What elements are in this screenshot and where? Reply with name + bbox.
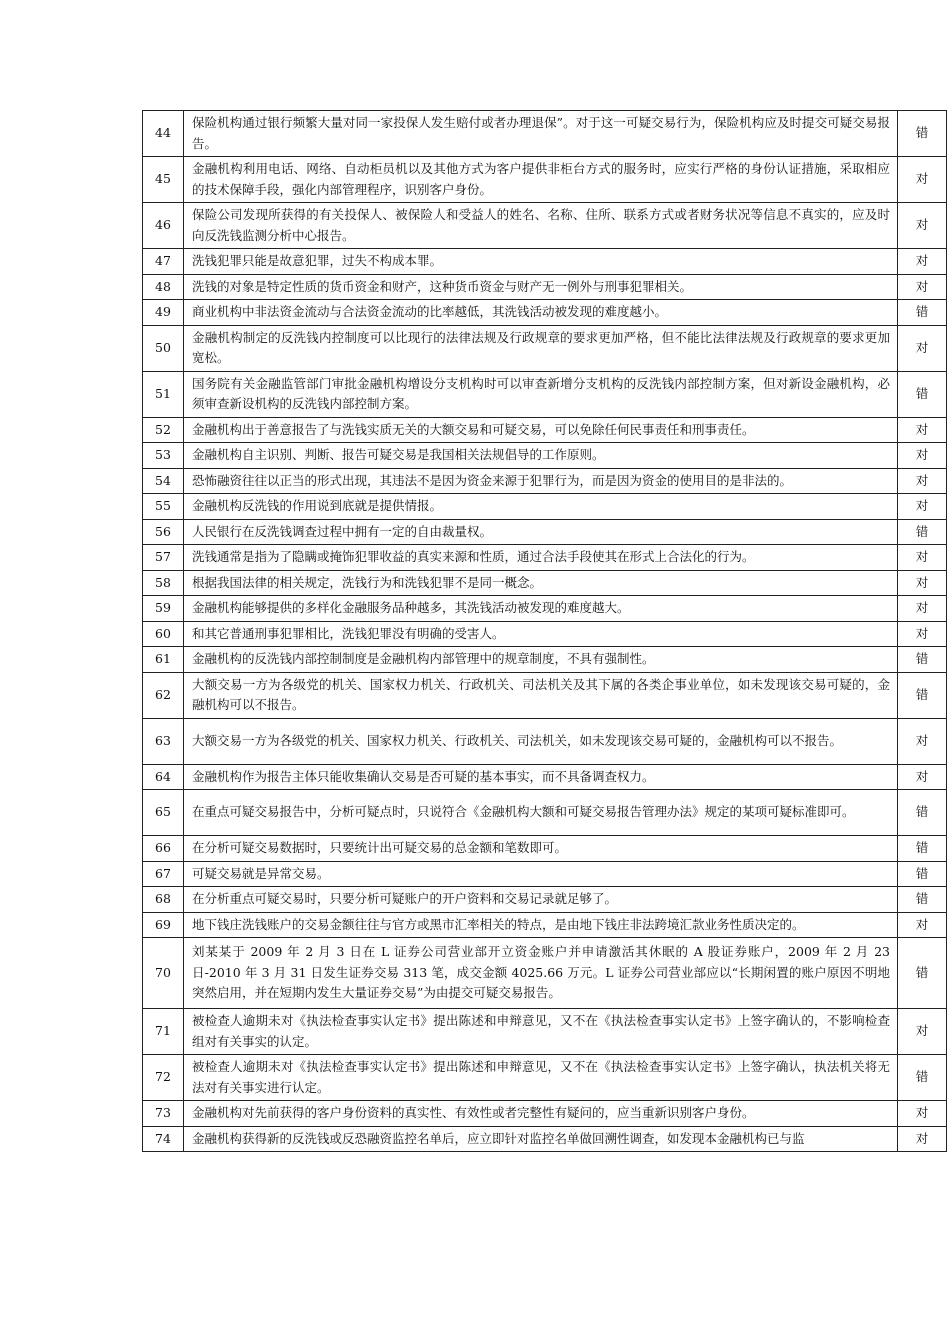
table-row [143, 249, 947, 275]
answer-cell: 对 [898, 249, 947, 275]
table-row [143, 111, 947, 157]
question-number: 52 [143, 417, 184, 443]
answer-cell: 错 [898, 300, 947, 326]
question-number: 62 [143, 672, 184, 718]
table-row [143, 494, 947, 520]
question-text: 大额交易一方为各级党的机关、国家权力机关、行政机关、司法机关，如未发现该交易可疑的，金融机构可以不报告。 [184, 718, 898, 764]
question-number: 57 [143, 545, 184, 571]
question-text: 人民银行在反洗钱调查过程中拥有一定的自由裁量权。 [184, 519, 898, 545]
answer-cell: 对 [898, 443, 947, 469]
answer-cell: 对 [898, 912, 947, 938]
question-number: 49 [143, 300, 184, 326]
question-text: 和其它普通刑事犯罪相比，洗钱犯罪没有明确的受害人。 [184, 621, 898, 647]
table-row [143, 274, 947, 300]
table-row [143, 570, 947, 596]
answer-cell: 对 [898, 570, 947, 596]
table-body [143, 111, 947, 1152]
question-text: 金融机构制定的反洗钱内控制度可以比现行的法律法规及行政规章的要求更加严格，但不能比法律法规及行政规章的要求更加宽松。 [184, 325, 898, 371]
table-row [143, 157, 947, 203]
answer-cell: 对 [898, 274, 947, 300]
question-number: 70 [143, 938, 184, 1009]
question-number: 74 [143, 1126, 184, 1152]
answer-cell: 对 [898, 596, 947, 622]
answer-cell: 错 [898, 519, 947, 545]
answer-cell: 对 [898, 1101, 947, 1127]
question-text: 金融机构出于善意报告了与洗钱实质无关的大额交易和可疑交易，可以免除任何民事责任和刑事责任。 [184, 417, 898, 443]
table-row [143, 672, 947, 718]
answer-cell: 对 [898, 417, 947, 443]
question-number: 60 [143, 621, 184, 647]
question-text: 金融机构自主识别、判断、报告可疑交易是我国相关法规倡导的工作原则。 [184, 443, 898, 469]
question-text: 保险公司发现所获得的有关投保人、被保险人和受益人的姓名、名称、住所、联系方式或者财务状况等信息不真实的，应及时向反洗钱监测分析中心报告。 [184, 203, 898, 249]
answer-cell: 错 [898, 790, 947, 836]
question-number: 48 [143, 274, 184, 300]
question-number: 67 [143, 861, 184, 887]
question-text: 可疑交易就是异常交易。 [184, 861, 898, 887]
question-text: 地下钱庄洗钱账户的交易金额往往与官方或黑市汇率相关的特点，是由地下钱庄非法跨境汇款业务性质决定的。 [184, 912, 898, 938]
question-number: 68 [143, 887, 184, 913]
question-number: 51 [143, 371, 184, 417]
answer-cell: 对 [898, 621, 947, 647]
question-text: 洗钱通常是指为了隐瞒或掩饰犯罪收益的真实来源和性质，通过合法手段使其在形式上合法化的行为。 [184, 545, 898, 571]
answer-cell: 对 [898, 157, 947, 203]
question-number: 69 [143, 912, 184, 938]
table-row [143, 519, 947, 545]
table-row [143, 371, 947, 417]
table-row [143, 861, 947, 887]
answer-cell: 对 [898, 545, 947, 571]
question-number: 50 [143, 325, 184, 371]
table-row [143, 621, 947, 647]
table-row [143, 596, 947, 622]
true-false-table [142, 110, 947, 1152]
table-row [143, 836, 947, 862]
question-number: 61 [143, 647, 184, 673]
question-number: 44 [143, 111, 184, 157]
table-row [143, 764, 947, 790]
table-row [143, 1009, 947, 1055]
question-text: 大额交易一方为各级党的机关、国家权力机关、行政机关、司法机关及其下属的各类企事业单位，如未发现该交易可疑的，金融机构可以不报告。 [184, 672, 898, 718]
question-text: 洗钱犯罪只能是故意犯罪，过失不构成本罪。 [184, 249, 898, 275]
question-text: 保险机构通过银行频繁大量对同一家投保人发生赔付或者办理退保”。对于这一可疑交易行为，保险机构应及时提交可疑交易报告。 [184, 111, 898, 157]
table-row [143, 300, 947, 326]
answer-cell: 错 [898, 861, 947, 887]
table-row [143, 912, 947, 938]
question-number: 64 [143, 764, 184, 790]
question-text: 在分析可疑交易数据时，只要统计出可疑交易的总金额和笔数即可。 [184, 836, 898, 862]
question-text: 刘某某于 2009 年 2 月 3 日在 L 证券公司营业部开立资金账户并申请激活其休眠的 A 股证券账户，2009 年 2 月 23 日-2010 年 3 月 31 日发生证券交易 313 笔，成交金额 4025.66 万元。L 证券公司营业部应以“长期闲置的账户原因不明地突然启用，并在短期内发生大量证券交易”为由提交可疑交易报告。 [184, 938, 898, 1009]
answer-cell: 错 [898, 111, 947, 157]
question-number: 45 [143, 157, 184, 203]
question-number: 55 [143, 494, 184, 520]
question-text: 金融机构利用电话、网络、自动柜员机以及其他方式为客户提供非柜台方式的服务时，应实行严格的身份认证措施，采取相应的技术保障手段，强化内部管理程序，识别客户身份。 [184, 157, 898, 203]
table-row [143, 1101, 947, 1127]
question-number: 46 [143, 203, 184, 249]
table-row [143, 443, 947, 469]
question-text: 被检查人逾期未对《执法检查事实认定书》提出陈述和申辩意见，又不在《执法检查事实认定书》上签字确认的，不影响检查组对有关事实的认定。 [184, 1009, 898, 1055]
question-text: 金融机构作为报告主体只能收集确认交易是否可疑的基本事实，而不具备调查权力。 [184, 764, 898, 790]
question-number: 72 [143, 1055, 184, 1101]
table-row [143, 938, 947, 1009]
answer-cell: 错 [898, 371, 947, 417]
question-text: 商业机构中非法资金流动与合法资金流动的比率越低，其洗钱活动被发现的难度越小。 [184, 300, 898, 326]
table-row [143, 790, 947, 836]
question-number: 58 [143, 570, 184, 596]
question-text: 被检查人逾期未对《执法检查事实认定书》提出陈述和申辩意见，又不在《执法检查事实认定书》上签字确认，执法机关将无法对有关事实进行认定。 [184, 1055, 898, 1101]
answer-cell: 对 [898, 1009, 947, 1055]
table-row [143, 545, 947, 571]
question-text: 在重点可疑交易报告中，分析可疑点时，只说符合《金融机构大额和可疑交易报告管理办法》规定的某项可疑标准即可。 [184, 790, 898, 836]
answer-cell: 对 [898, 718, 947, 764]
answer-cell: 对 [898, 203, 947, 249]
answer-cell: 错 [898, 1055, 947, 1101]
answer-cell: 错 [898, 938, 947, 1009]
question-number: 59 [143, 596, 184, 622]
question-text: 金融机构的反洗钱内部控制制度是金融机构内部管理中的规章制度，不具有强制性。 [184, 647, 898, 673]
question-text: 金融机构反洗钱的作用说到底就是提供情报。 [184, 494, 898, 520]
table-row [143, 203, 947, 249]
question-text: 在分析重点可疑交易时，只要分析可疑账户的开户资料和交易记录就足够了。 [184, 887, 898, 913]
question-number: 63 [143, 718, 184, 764]
answer-cell: 对 [898, 468, 947, 494]
table-row [143, 468, 947, 494]
question-text: 恐怖融资往往以正当的形式出现，其违法不是因为资金来源于犯罪行为，而是因为资金的使用目的是非法的。 [184, 468, 898, 494]
table-row [143, 647, 947, 673]
answer-cell: 错 [898, 647, 947, 673]
table-row [143, 1055, 947, 1101]
table-row [143, 718, 947, 764]
question-text: 国务院有关金融监管部门审批金融机构增设分支机构时可以审查新增分支机构的反洗钱内部控制方案，但对新设金融机构，必须审查新设机构的反洗钱内部控制方案。 [184, 371, 898, 417]
question-text: 洗钱的对象是特定性质的货币资金和财产，这种货币资金与财产无一例外与刑事犯罪相关。 [184, 274, 898, 300]
question-text: 金融机构获得新的反洗钱或反恐融资监控名单后，应立即针对监控名单做回溯性调查，如发现本金融机构已与监 [184, 1126, 898, 1152]
answer-cell: 对 [898, 764, 947, 790]
answer-cell: 对 [898, 1126, 947, 1152]
question-text: 根据我国法律的相关规定，洗钱行为和洗钱犯罪不是同一概念。 [184, 570, 898, 596]
question-number: 53 [143, 443, 184, 469]
answer-cell: 错 [898, 887, 947, 913]
question-number: 47 [143, 249, 184, 275]
question-number: 54 [143, 468, 184, 494]
table-row [143, 887, 947, 913]
question-number: 71 [143, 1009, 184, 1055]
table-row [143, 1126, 947, 1152]
question-number: 66 [143, 836, 184, 862]
question-number: 56 [143, 519, 184, 545]
table-row [143, 325, 947, 371]
question-number: 73 [143, 1101, 184, 1127]
question-text: 金融机构能够提供的多样化金融服务品种越多，其洗钱活动被发现的难度越大。 [184, 596, 898, 622]
question-text: 金融机构对先前获得的客户身份资料的真实性、有效性或者完整性有疑问的，应当重新识别客户身份。 [184, 1101, 898, 1127]
answer-cell: 错 [898, 672, 947, 718]
question-number: 65 [143, 790, 184, 836]
table-row [143, 417, 947, 443]
answer-cell: 对 [898, 494, 947, 520]
answer-cell: 对 [898, 325, 947, 371]
answer-cell: 错 [898, 836, 947, 862]
